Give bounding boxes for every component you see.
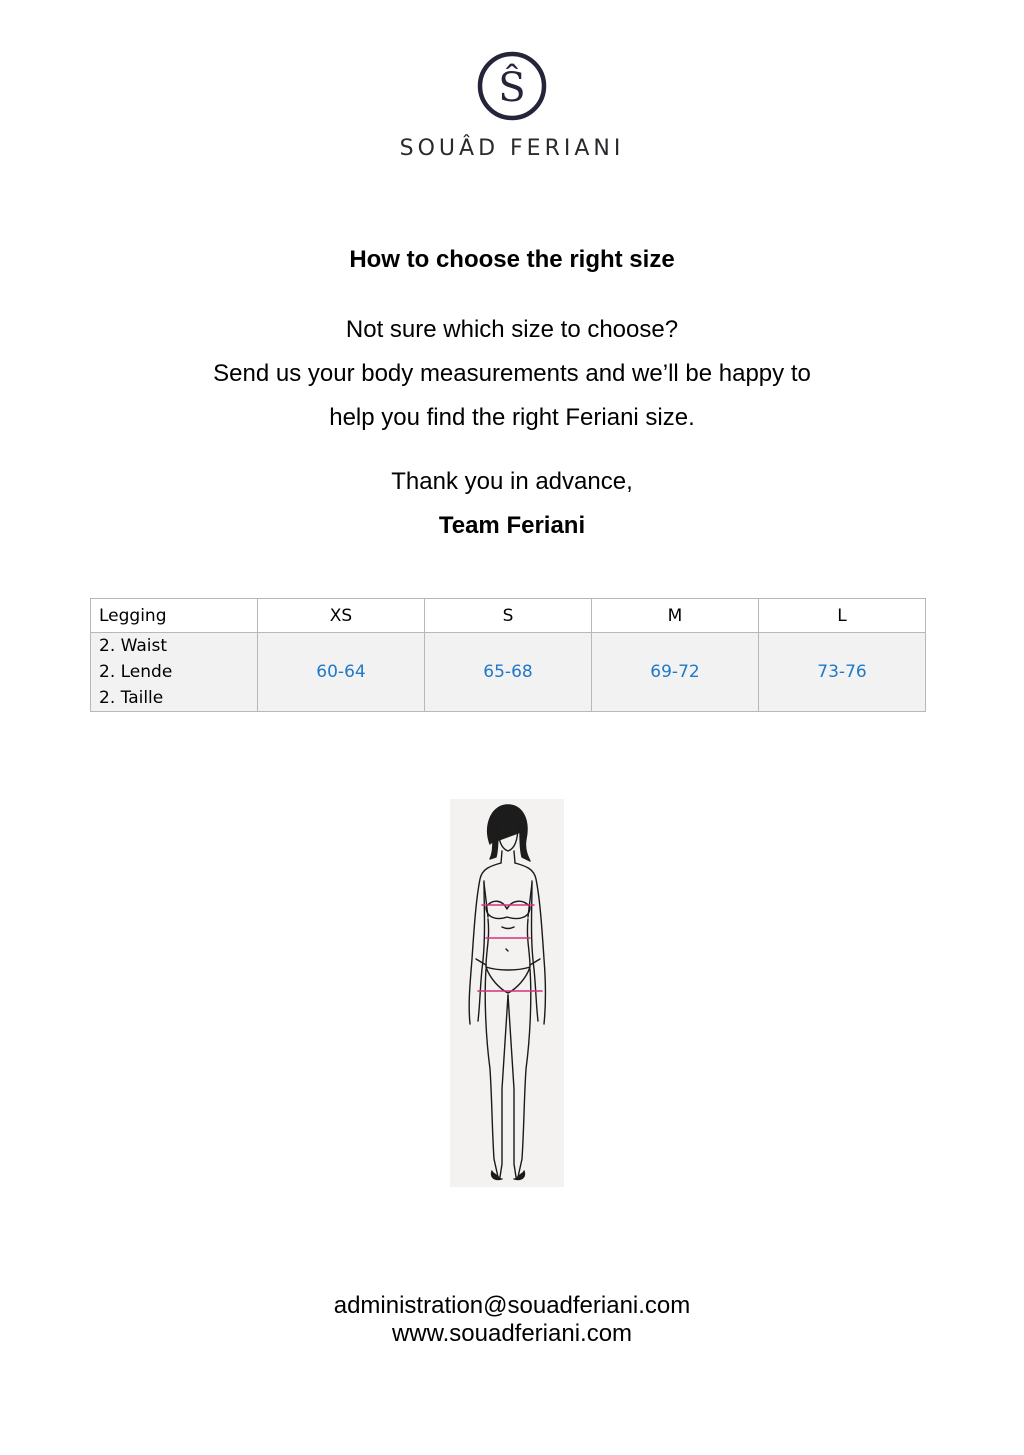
measurement-label: 2. Taille	[99, 688, 164, 708]
closing-signature: Team Feriani	[438, 512, 586, 539]
measurement-label: 2. Waist	[99, 636, 168, 656]
closing-thanks: Thank you in advance,	[391, 468, 633, 495]
brand-logo	[0, 50, 1024, 161]
contact-email[interactable]: administration@souadferiani.com	[333, 1292, 691, 1319]
size-value-xs: 60-64	[258, 633, 425, 712]
table-header-size: M	[592, 599, 759, 633]
measurement-label: 2. Lende	[99, 662, 173, 682]
intro-line: Not sure which size to choose?	[345, 316, 679, 343]
contact-website[interactable]: www.souadferiani.com	[391, 1320, 633, 1347]
size-value-m: 69-72	[592, 633, 759, 712]
table-header-row	[91, 599, 926, 633]
brand-name: SOUÂD FERIANI	[399, 136, 625, 161]
contact-footer	[0, 1292, 1024, 1348]
table-header-size: XS	[258, 599, 425, 633]
measurement-labels	[91, 633, 258, 712]
brand-monogram-icon	[476, 50, 548, 122]
intro-line: help you find the right Feriani size.	[329, 404, 695, 431]
size-value-l: 73-76	[759, 633, 926, 712]
brand-monogram-letter: Ŝ	[498, 65, 526, 111]
intro-line: Send us your body measurements and we’ll be happy to	[213, 360, 811, 387]
table-header-size: L	[759, 599, 926, 633]
page-title: How to choose the right size	[349, 246, 675, 273]
size-value-s: 65-68	[425, 633, 592, 712]
closing	[0, 460, 1024, 548]
intro-text	[0, 308, 1024, 440]
table-row	[91, 633, 926, 712]
table-header-product: Legging	[91, 599, 258, 633]
size-table	[90, 598, 926, 712]
table-header-size: S	[425, 599, 592, 633]
body-measurement-illustration-icon	[450, 799, 564, 1187]
body-measurement-figure	[450, 799, 564, 1187]
